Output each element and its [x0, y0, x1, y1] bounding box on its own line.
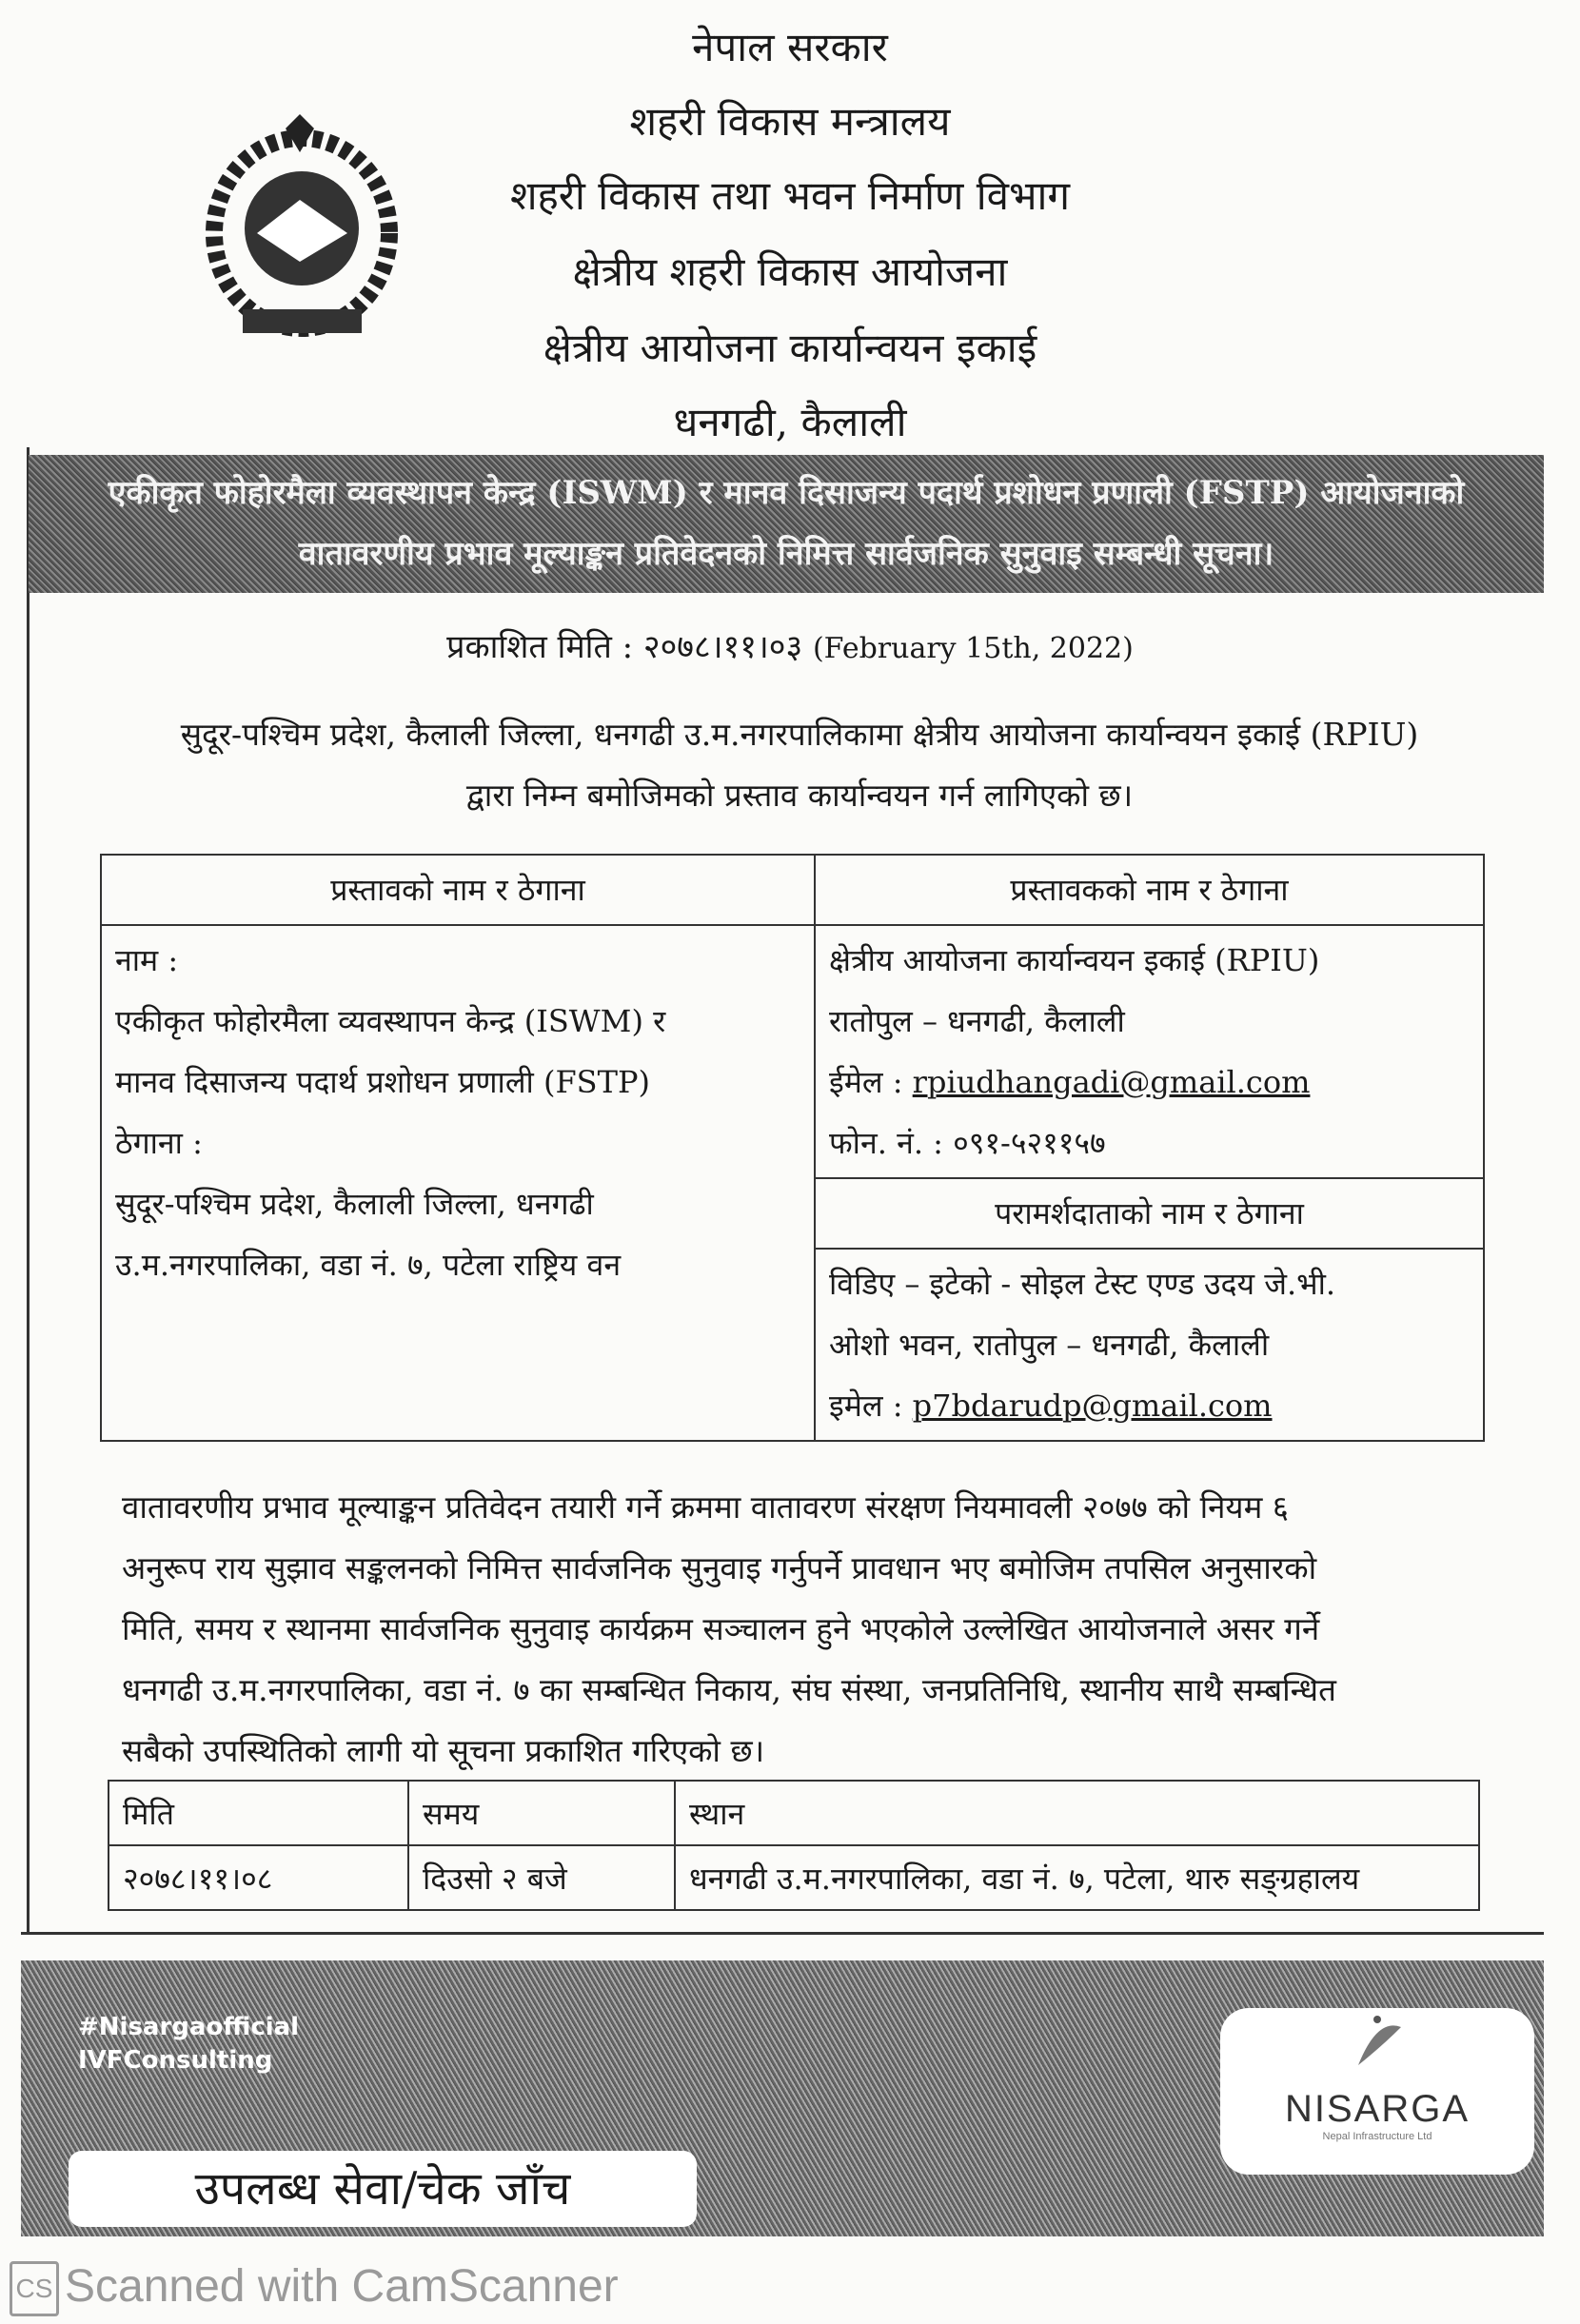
project-line: ठेगाना : [115, 1125, 203, 1161]
published-date-label: प्रकाशित मिति : २०७८।११।०३ [446, 628, 803, 666]
notice-line: धनगढी उ.म.नगरपालिका, वडा नं. ७ का सम्बन्धित निकाय, संघ संस्था, जनप्रतिनिधि, स्थानीय साथै सम्बन्धित [122, 1671, 1336, 1708]
proponent-phone: फोन. नं. : ०९१-५२११५७ [829, 1125, 1106, 1161]
consultant-header: परामर्शदाताको नाम र ठेगाना [815, 1178, 1484, 1249]
header-line: शहरी विकास तथा भवन निर्माण विभाग [509, 172, 1071, 219]
notice-line: मिति, समय र स्थानमा सार्वजनिक सुनुवाइ कार्यक्रम सञ्चालन हुने भएकोले उल्लेखित आयोजनाले असर गर्ने [122, 1610, 1320, 1647]
schedule-time: दिउसो २ बजे [408, 1845, 675, 1910]
watermark-text: Scanned with CamScanner [65, 2261, 619, 2312]
footer-tag: IVFConsulting [78, 2046, 273, 2075]
table-row [109, 1845, 1479, 1910]
schedule-header-venue: स्थान [675, 1781, 1479, 1845]
notice-title-banner [29, 455, 1544, 593]
schedule-header-date: मिति [109, 1781, 408, 1845]
schedule-header-time: समय [408, 1781, 675, 1845]
header-line: क्षेत्रीय आयोजना कार्यान्वयन इकाई [543, 325, 1037, 371]
notice-paragraph [122, 1477, 1483, 1782]
banner-line: वातावरणीय प्रभाव मूल्याङ्कन प्रतिवेदनको निमित्त सार्वजनिक सुनुवाइ सम्बन्धी सूचना। [298, 535, 1274, 573]
notice-line: सबैको उपस्थितिको लागी यो सूचना प्रकाशित गरिएको छ। [122, 1732, 765, 1769]
published-date-english: (February 15th, 2022) [812, 632, 1134, 665]
service-label: उपलब्ध सेवा/चेक जाँच [69, 2151, 697, 2227]
project-line: नाम : [115, 942, 179, 978]
camscanner-watermark [10, 2260, 619, 2316]
leaf-logo-icon [1339, 2008, 1415, 2084]
proponent-line: रातोपुल – धनगढी, कैलाली [829, 1003, 1125, 1039]
header-line: धनगढी, कैलाली [673, 399, 907, 445]
proponent-details [815, 925, 1484, 1178]
proponent-email-link[interactable]: rpiudhangadi@gmail.com [912, 1064, 1311, 1100]
consultant-line: विडिए – इटेको - सोइल टेस्ट एण्ड उदय जे.भी. [829, 1266, 1336, 1302]
intro-line: सुदूर-पश्चिम प्रदेश, कैलाली जिल्ला, धनगढी उ.म.नगरपालिकामा क्षेत्रीय आयोजना कार्यान्वयन इकाई (RPIU) [180, 716, 1419, 753]
footer-tag: #Nisargaofficial [78, 2013, 300, 2041]
project-details [101, 925, 815, 1441]
banner-line: एकीकृत फोहोरमैला व्यवस्थापन केन्द्र (ISWM) र मानव दिसाजन्य पदार्थ प्रशोधन प्रणाली (FSTP) आयोजनाको [108, 474, 1465, 512]
footer-ad-banner [21, 1960, 1544, 2236]
page-border [27, 447, 30, 1932]
project-line: एकीकृत फोहोरमैला व्यवस्थापन केन्द्र (ISWM) र [115, 1003, 666, 1039]
nisarga-logo [1220, 2008, 1534, 2175]
consultant-line: ओशो भवन, रातोपुल – धनगढी, कैलाली [829, 1327, 1270, 1363]
notice-line: अनुरूप राय सुझाव सङ्कलनको निमित्त सार्वजनिक सुनुवाइ गर्नुपर्ने प्रावधान भए बमोजिम तपसिल अनुसारको [122, 1549, 1317, 1586]
intro-paragraph [124, 704, 1475, 826]
schedule-date: २०७८।११।०८ [109, 1845, 408, 1910]
schedule-venue: धनगढी उ.म.नगरपालिका, वडा नं. ७, पटेला, थारु सङ्ग्रहालय [675, 1845, 1479, 1910]
notice-line: वातावरणीय प्रभाव मूल्याङ्कन प्रतिवेदन तयारी गर्ने क्रममा वातावरण संरक्षण नियमावली २०७७ को नियम ६ [122, 1488, 1289, 1526]
header-line: क्षेत्रीय शहरी विकास आयोजना [572, 248, 1008, 295]
email-label: इमेल : [829, 1388, 903, 1424]
project-line: उ.म.नगरपालिका, वडा नं. ७, पटेला राष्ट्रिय वन [115, 1247, 622, 1283]
proponent-header: प्रस्तावकको नाम र ठेगाना [815, 855, 1484, 925]
published-date [0, 623, 1580, 667]
project-line: सुदूर-पश्चिम प्रदेश, कैलाली जिल्ला, धनगढी [115, 1186, 594, 1222]
logo-subtext: Nepal Infrastructure Ltd [1322, 2131, 1432, 2142]
schedule-table [108, 1780, 1480, 1911]
header-line: नेपाल सरकार [692, 24, 888, 70]
project-header: प्रस्तावको नाम र ठेगाना [101, 855, 815, 925]
consultant-details [815, 1249, 1484, 1441]
consultant-email-link[interactable]: p7bdarudp@gmail.com [912, 1388, 1273, 1424]
project-info-table [100, 854, 1485, 1442]
intro-line: द्वारा निम्न बमोजिमको प्रस्ताव कार्यान्वयन गर्न लागिएको छ। [465, 777, 1134, 814]
logo-text: NISARGA [1284, 2088, 1471, 2130]
email-label: ईमेल : [829, 1064, 903, 1100]
divider [21, 1932, 1544, 1935]
project-line: मानव दिसाजन्य पदार्थ प्रशोधन प्रणाली (FSTP) [115, 1064, 650, 1100]
header-line: शहरी विकास मन्त्रालय [629, 98, 951, 145]
camscanner-icon: CS [10, 2261, 59, 2316]
proponent-line: क्षेत्रीय आयोजना कार्यान्वयन इकाई (RPIU) [829, 942, 1320, 978]
